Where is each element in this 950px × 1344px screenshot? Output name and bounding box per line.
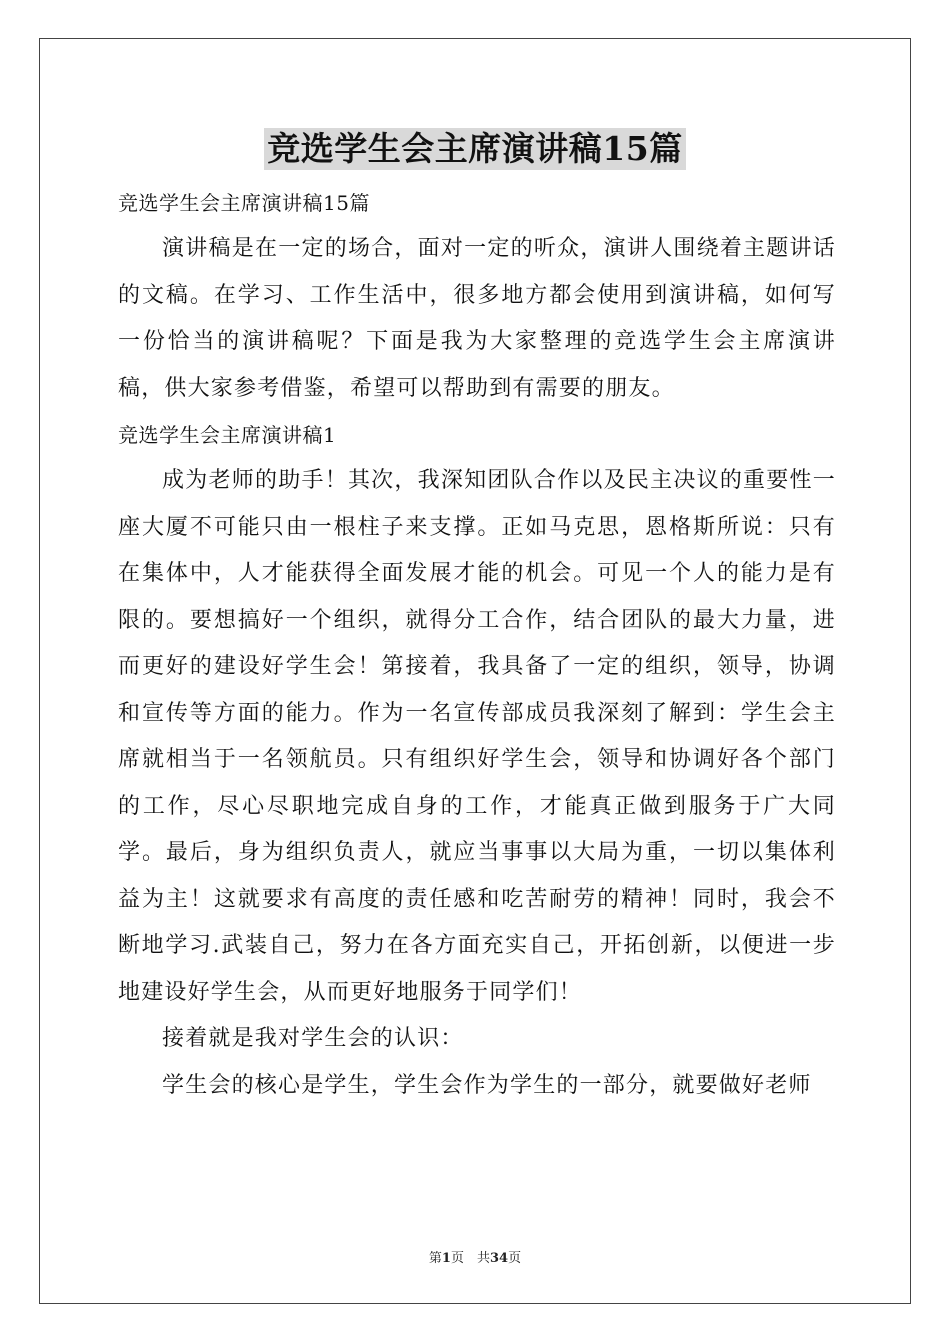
body-paragraph: 学生会的核心是学生，学生会作为学生的一部分，就要做好老师 [162, 1072, 812, 1098]
body-paragraph: 接着就是我对学生会的认识： [162, 1026, 464, 1051]
body-paragraph: 成为老师的助手！其次，我深知团队合作以及民主决议的重要性一座大厦不可能只由一根柱子来支撑。正如马克思，恩格斯所说：只有在集体中，人才能获得全面发展才能的机会。可见一个人的能力是有限的。要想搞好一个组织，就得分工合作，结合团队的最大力量，进而更好的建设好学生会！第接着，我具备了一定的组织，领导，协调和宣传等方面的能力。作为一名宣传部成员我深刻了解到：学生会主席就相当于一名领航员。只有组织好学生会，领导和协调好各个部门的工作，尽心尽职地完成自身的工作，才能真正做到服务于广大同学。最后，身为组织负责人，就应当事事以大局为重，一切以集体利益为主！这就要求有高度的责任感和吃苦耐劳的精神！同时，我会不断地学习.武装自己，努力在各方面充实自己，开拓创新，以便进一步地建设好学生会，从而更好地服务于同学们！ [118, 468, 836, 1005]
document-title: 竞选学生会主席演讲稿15篇 [264, 128, 685, 170]
footer-prefix: 第 [428, 1251, 442, 1266]
title-container [0, 128, 950, 170]
document-body [118, 180, 836, 1109]
document-subtitle: 竞选学生会主席演讲稿15篇 [118, 191, 370, 215]
total-pages-number: 34 [489, 1251, 509, 1266]
intro-paragraph: 演讲稿是在一定的场合，面对一定的听众，演讲人围绕着主题讲话的文稿。在学习、工作生活中，很多地方都会使用到演讲稿，如何写一份恰当的演讲稿呢？下面是我为大家整理的竞选学生会主席演讲稿，供大家参考借鉴，希望可以帮助到有需要的朋友。 [118, 236, 836, 401]
section-heading: 竞选学生会主席演讲稿1 [118, 423, 337, 447]
footer-suffix: 页 [508, 1251, 522, 1266]
current-page-number: 1 [441, 1251, 451, 1266]
footer-middle: 页 共 [450, 1251, 490, 1266]
page-footer [0, 1247, 950, 1266]
